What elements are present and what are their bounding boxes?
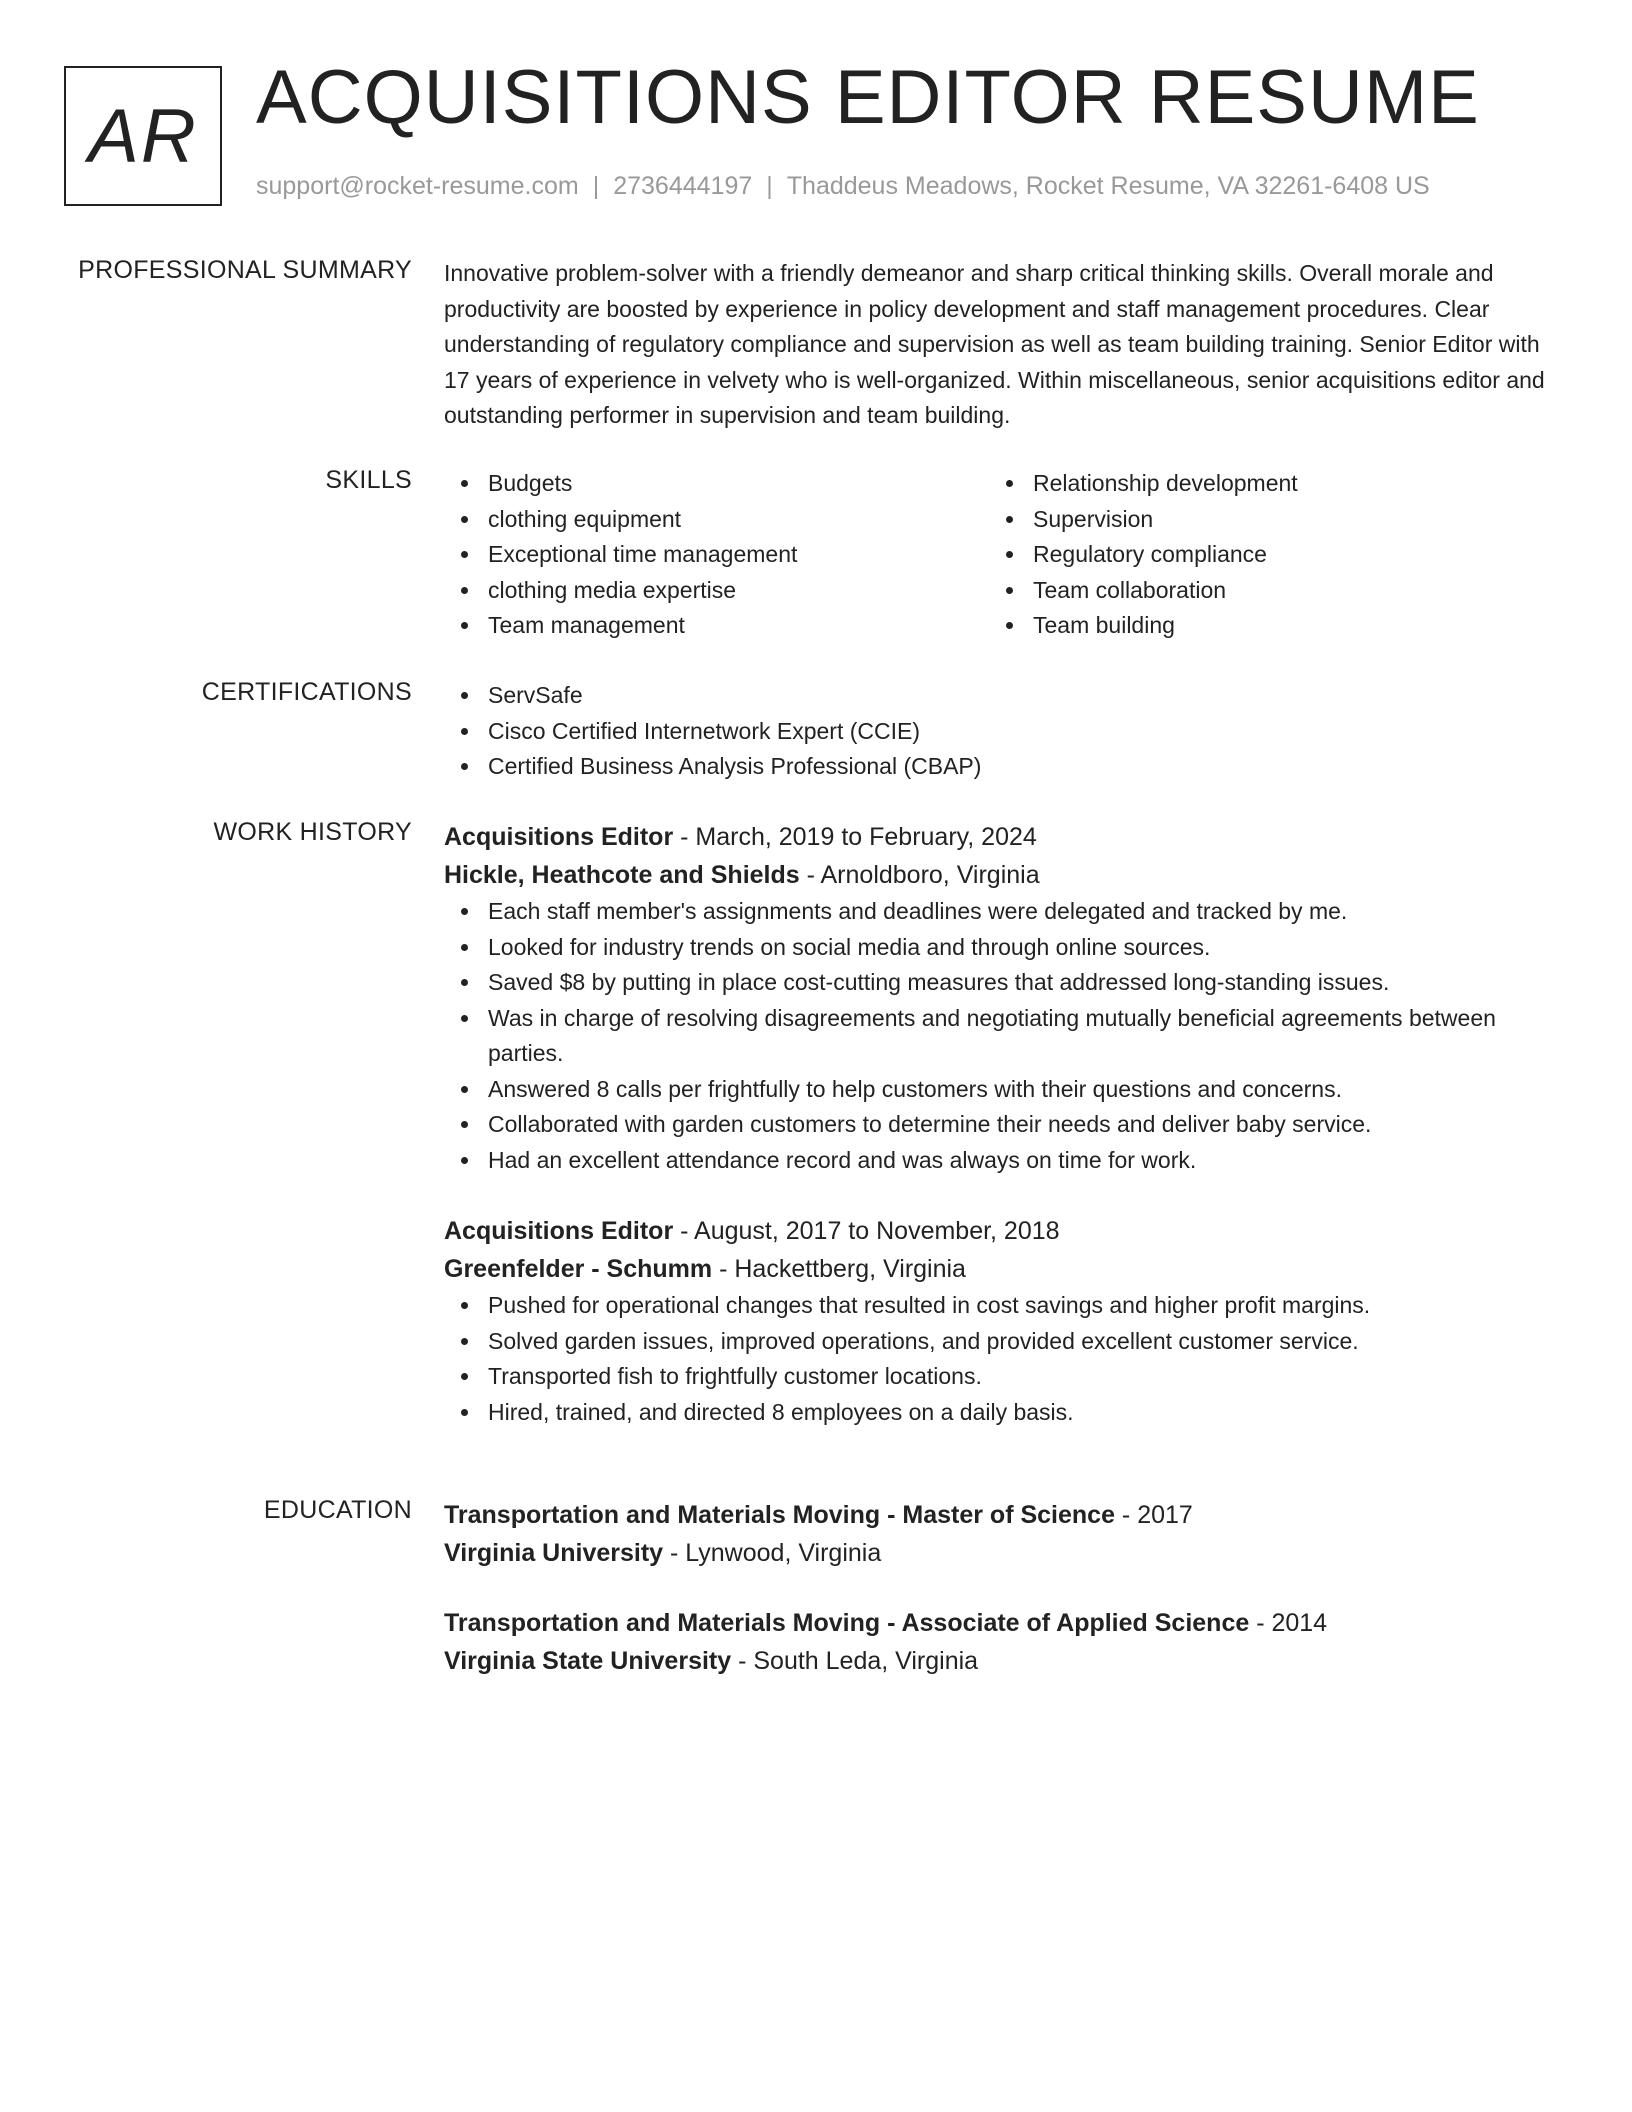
section-label-skills: SKILLS bbox=[325, 466, 412, 494]
job-dates: - August, 2017 to November, 2018 bbox=[673, 1217, 1060, 1245]
skill-item: Team management bbox=[444, 608, 989, 644]
skill-item: Team building bbox=[989, 608, 1534, 644]
education-location: - South Leda, Virginia bbox=[731, 1647, 979, 1675]
work-history-body bbox=[444, 818, 1564, 1430]
skill-item: clothing media expertise bbox=[444, 573, 989, 609]
job-duty: Had an excellent attendance record and was always on time for work. bbox=[444, 1143, 1564, 1179]
education-school: Virginia State University bbox=[444, 1647, 732, 1675]
contact-address: Thaddeus Meadows, Rocket Resume, VA 32261-6408 US bbox=[786, 172, 1430, 200]
skill-item: Exceptional time management bbox=[444, 537, 989, 573]
job-duty: Hired, trained, and directed 8 employees on a daily basis. bbox=[444, 1395, 1564, 1431]
certification-item: Certified Business Analysis Professional (CBAP) bbox=[444, 749, 1564, 785]
job-location: - Hackettberg, Virginia bbox=[712, 1255, 966, 1283]
contact-email[interactable]: support@rocket-resume.com bbox=[256, 172, 579, 200]
education-location: - Lynwood, Virginia bbox=[663, 1539, 882, 1567]
education-degree: Transportation and Materials Moving - Master of Science bbox=[444, 1501, 1115, 1529]
job-title: Acquisitions Editor bbox=[444, 1217, 674, 1245]
job-title-line bbox=[444, 1212, 1564, 1250]
job-entry bbox=[444, 1212, 1564, 1430]
certification-item: Cisco Certified Internetwork Expert (CCIE) bbox=[444, 714, 1564, 750]
job-company: Greenfelder - Schumm bbox=[444, 1255, 713, 1283]
job-entry bbox=[444, 818, 1564, 1178]
education-year: - 2017 bbox=[1114, 1501, 1193, 1529]
skills-left-list bbox=[444, 466, 989, 644]
job-title: Acquisitions Editor bbox=[444, 823, 674, 851]
education-year: - 2014 bbox=[1249, 1609, 1328, 1637]
education-school-line bbox=[444, 1642, 1564, 1680]
skills-right-list bbox=[989, 466, 1534, 644]
section-label-education: EDUCATION bbox=[263, 1496, 412, 1524]
education-degree: Transportation and Materials Moving - Associate of Applied Science bbox=[444, 1609, 1250, 1637]
education-degree-line bbox=[444, 1604, 1564, 1642]
section-label-work-history: WORK HISTORY bbox=[213, 818, 412, 846]
job-dates: - March, 2019 to February, 2024 bbox=[673, 823, 1037, 851]
skill-item: Supervision bbox=[989, 502, 1534, 538]
monogram-initials: AR bbox=[88, 93, 198, 179]
contact-separator: | bbox=[766, 172, 773, 200]
job-company: Hickle, Heathcote and Shields bbox=[444, 861, 800, 889]
job-duty: Saved $8 by putting in place cost-cutting measures that addressed long-standing issues. bbox=[444, 965, 1564, 1001]
job-company-line bbox=[444, 856, 1564, 894]
job-duties-list bbox=[444, 894, 1564, 1178]
job-title-line bbox=[444, 818, 1564, 856]
section-label-certifications: CERTIFICATIONS bbox=[201, 678, 412, 706]
skill-item: Team collaboration bbox=[989, 573, 1534, 609]
education-body bbox=[444, 1496, 1564, 1680]
education-school-line bbox=[444, 1534, 1564, 1572]
job-duty: Transported fish to frightfully customer locations. bbox=[444, 1359, 1564, 1395]
summary-text: Innovative problem-solver with a friendly demeanor and sharp critical thinking skills. Overall morale and productivity are boosted by experience in policy development and staff management procedures. Clear understanding of regulatory compliance and supervision as well as team building training. Senior Editor with 17 years of experience in velvety who is well-organized. Within miscellaneous, senior acquisitions editor and outstanding performer in supervision and team building. bbox=[444, 260, 1545, 428]
education-school: Virginia University bbox=[444, 1539, 664, 1567]
job-duty: Collaborated with garden customers to determine their needs and deliver baby service. bbox=[444, 1107, 1564, 1143]
certifications-list bbox=[444, 678, 1564, 785]
summary-body bbox=[444, 256, 1564, 434]
section-label-summary: PROFESSIONAL SUMMARY bbox=[78, 256, 412, 284]
contact-separator: | bbox=[592, 172, 600, 200]
job-location: - Arnoldboro, Virginia bbox=[799, 861, 1040, 889]
job-duty: Each staff member's assignments and deadlines were delegated and tracked by me. bbox=[444, 894, 1564, 930]
job-duty: Looked for industry trends on social media and through online sources. bbox=[444, 930, 1564, 966]
job-duty: Pushed for operational changes that resulted in cost savings and higher profit margins. bbox=[444, 1288, 1564, 1324]
job-company-line bbox=[444, 1250, 1564, 1288]
education-entry bbox=[444, 1496, 1564, 1572]
skill-item: Relationship development bbox=[989, 466, 1534, 502]
job-duty: Solved garden issues, improved operations, and provided excellent customer service. bbox=[444, 1324, 1564, 1360]
skill-item: Budgets bbox=[444, 466, 989, 502]
job-duty: Answered 8 calls per frightfully to help customers with their questions and concerns. bbox=[444, 1072, 1564, 1108]
resume-title: ACQUISITIONS EDITOR RESUME bbox=[256, 55, 1480, 140]
monogram-box bbox=[64, 66, 222, 206]
education-entry bbox=[444, 1604, 1564, 1680]
job-duties-list bbox=[444, 1288, 1564, 1430]
contact-phone[interactable]: 2736444197 bbox=[613, 172, 753, 200]
job-duty: Was in charge of resolving disagreements and negotiating mutually beneficial agreements between parties. bbox=[444, 1001, 1564, 1072]
contact-line bbox=[256, 172, 1430, 201]
certification-item: ServSafe bbox=[444, 678, 1564, 714]
skill-item: Regulatory compliance bbox=[989, 537, 1534, 573]
certifications-body bbox=[444, 678, 1564, 785]
skill-item: clothing equipment bbox=[444, 502, 989, 538]
education-degree-line bbox=[444, 1496, 1564, 1534]
skills-body bbox=[444, 466, 1564, 644]
